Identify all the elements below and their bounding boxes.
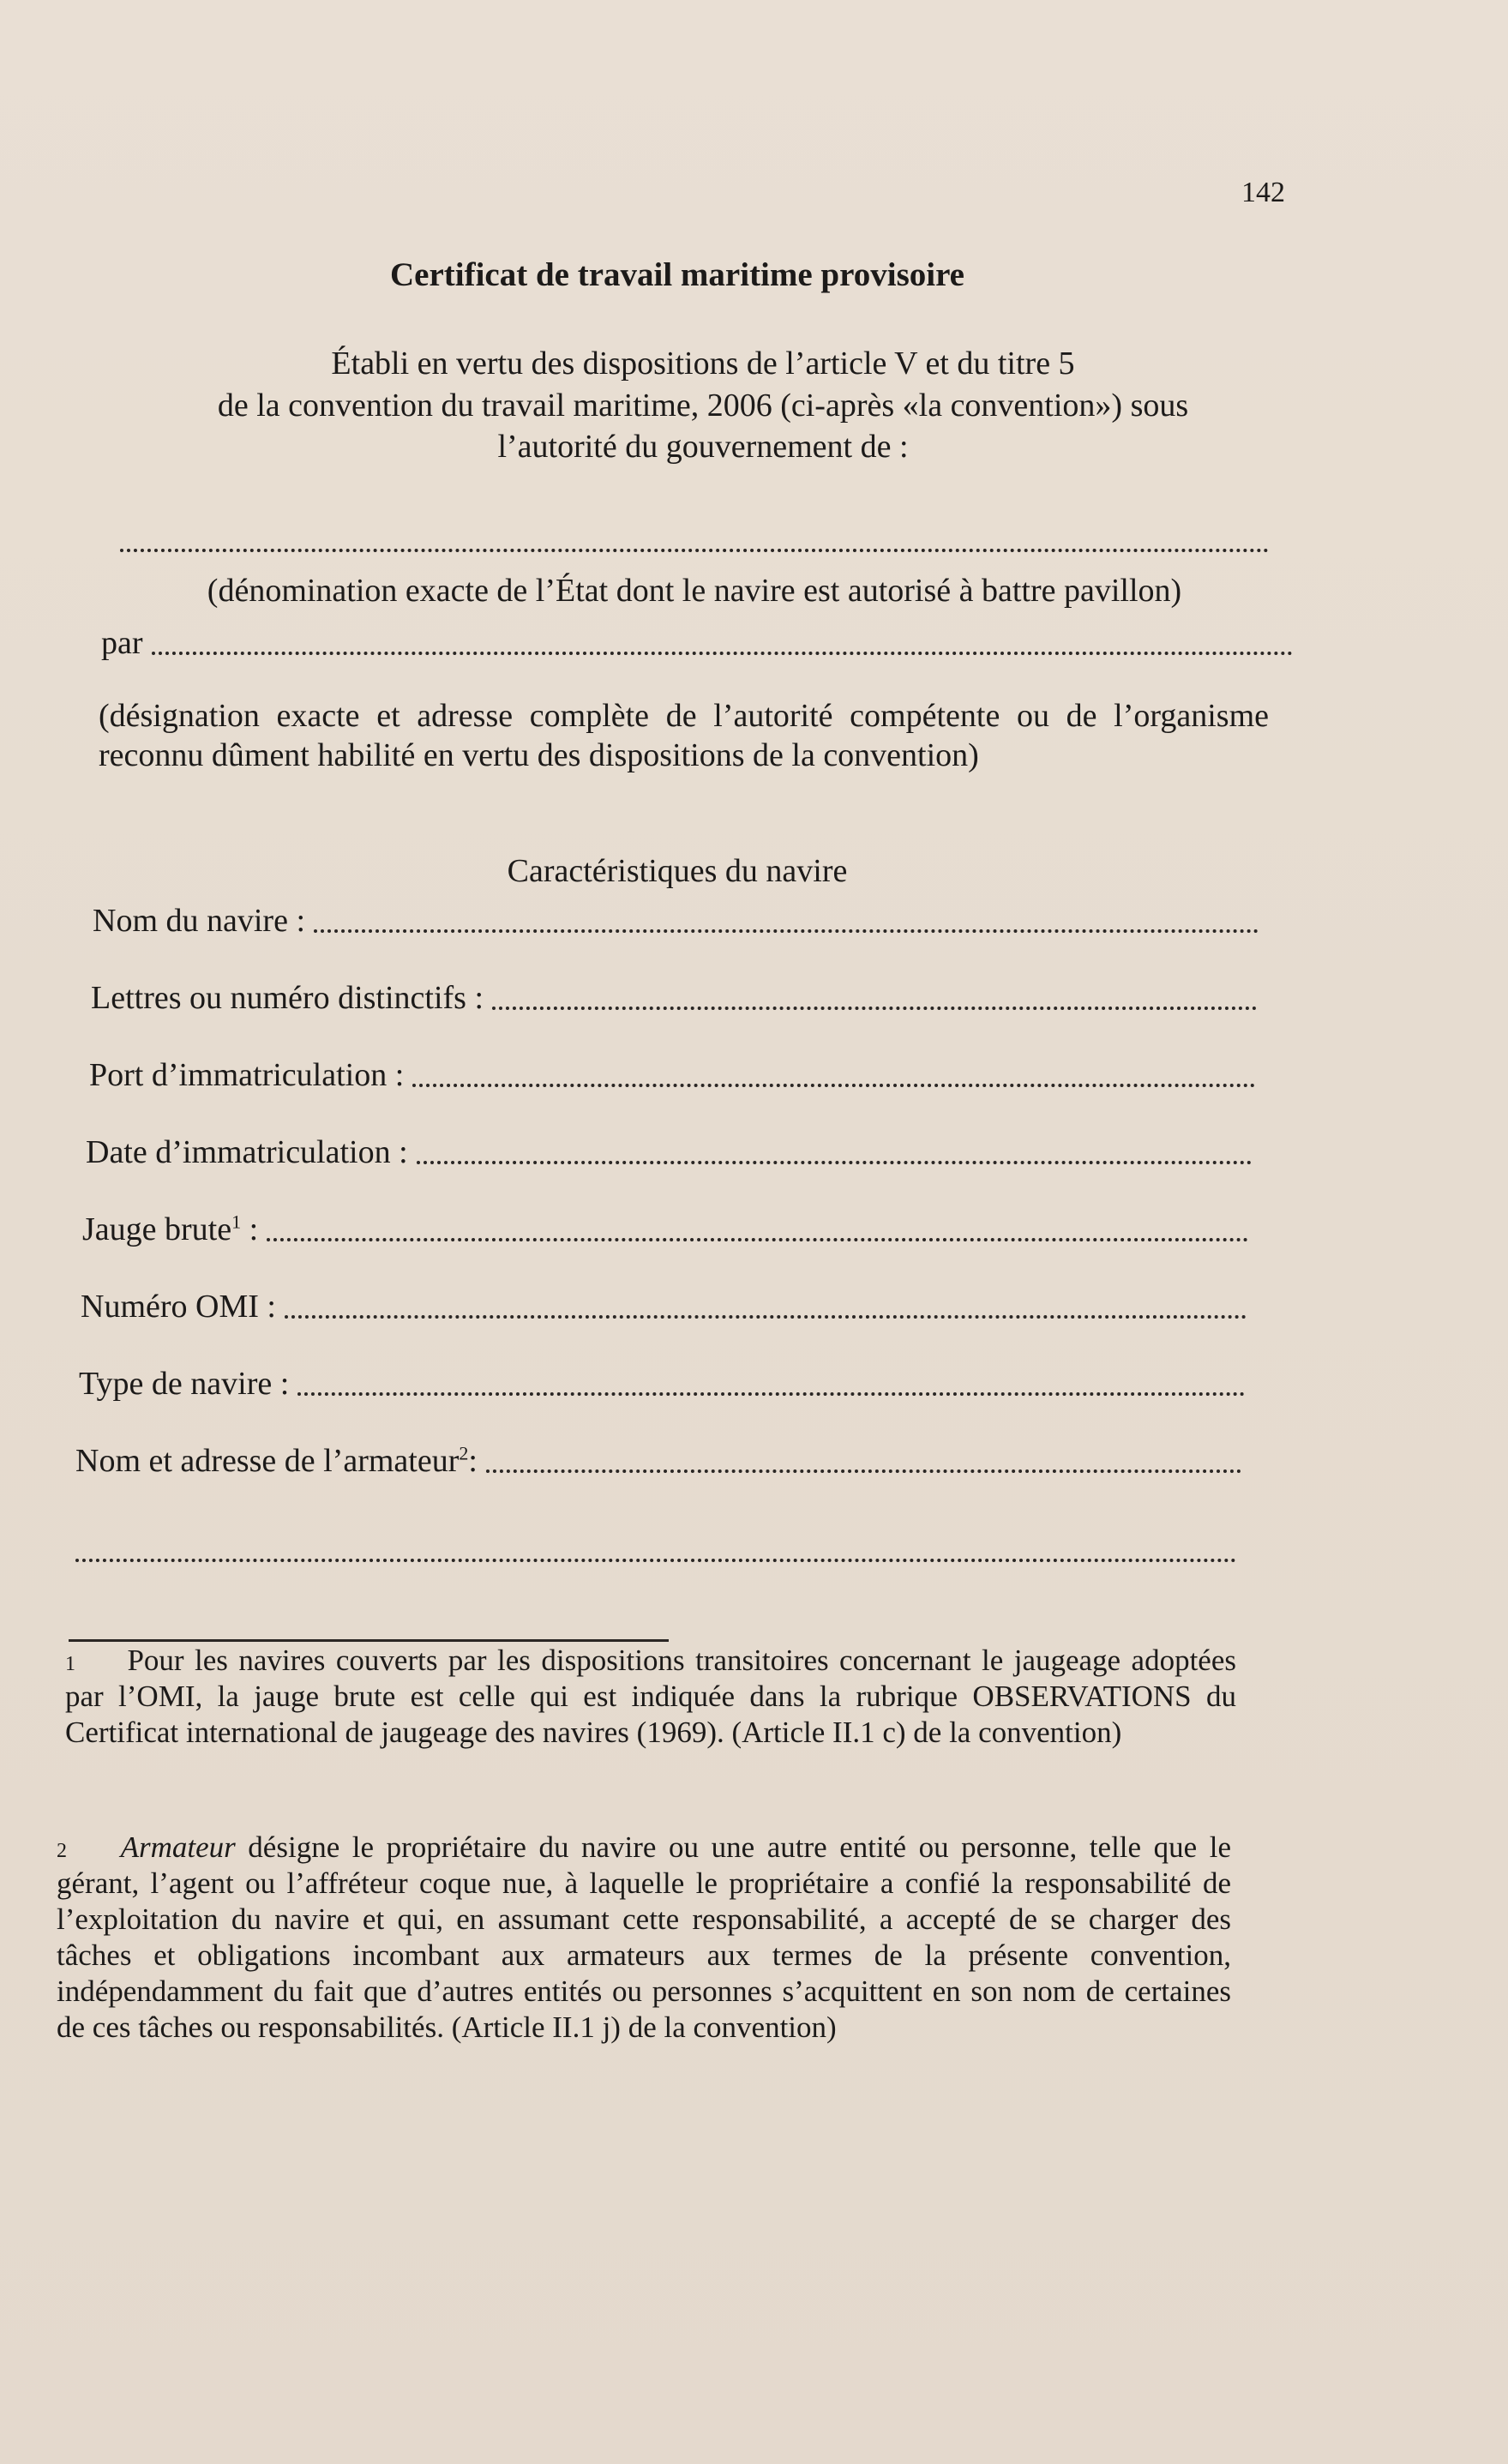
field-fill-line[interactable] [412,1084,1255,1087]
field-date-of-registry [86,1133,1252,1171]
footnote-1-mark: 1 [65,1653,75,1675]
field-label-suffix: : [241,1211,259,1247]
preamble [154,343,1252,468]
footnote-2 [57,1830,1231,2046]
shipowner-extra-fill-line[interactable] [75,1559,1236,1562]
page-number: 142 [1241,177,1285,208]
ship-section-heading: Caractéristiques du navire [507,853,848,889]
footnote-2-text: désigne le propriétaire du navire ou une autre entité ou personne, telle que le gérant, l’agent ou l’affréteur coque nue, à laquelle le propriétaire a confié la responsabilité de l’exploitation du navire et qui, en assumant cette responsabilité, a accepté de se charger des tâches et obligations incombant aux armateurs aux termes de la présente convention, indépendamment du fait que d’autres entités ou personnes s’acquittent en son nom de certaines de ces tâches ou responsabilités. (Article II.1 j) de la convention) [57,1830,1231,2044]
field-label-text: Jauge brute [82,1211,232,1247]
field-label: Numéro OMI : [81,1289,276,1325]
field-label: Lettres ou numéro distinctifs : [91,980,484,1016]
state-caption: (dénomination exacte de l’État dont le navire est autorisé à battre pavillon) [207,573,1182,609]
field-fill-line[interactable] [267,1238,1248,1241]
field-imo-number [81,1288,1247,1325]
authority-caption: (désignation exacte et adresse complète de l’autorité compétente ou de l’organisme reconnu dûment habilité en vertu des dispositions de la convention) [99,698,1269,774]
footnote-ref-1[interactable]: 1 [231,1211,242,1233]
field-fill-line[interactable] [486,1469,1241,1473]
authority-fill-line[interactable] [152,652,1293,655]
field-label: Port d’immatriculation : [89,1057,405,1093]
field-label: Type de navire : [79,1366,290,1402]
field-fill-line[interactable] [492,1007,1257,1010]
footnote-1-text: Pour les navires couverts par les dispositions transitoires concernant le jaugeage adoptées par l’OMI, la jauge brute est celle qui est indiquée dans la rubrique OBSERVATIONS du Certificat international de jaugeage des navires (1969). (Article II.1 c) de la convention) [65,1644,1236,1749]
field-label [82,1211,258,1248]
field-fill-line[interactable] [297,1392,1245,1396]
field-label: Date d’immatriculation : [86,1134,408,1170]
footnote-ref-2[interactable]: 2 [459,1442,469,1464]
footnote-rule [69,1639,669,1642]
state-name-fill-line[interactable] [120,549,1269,552]
field-ship-type [79,1365,1245,1403]
field-fill-line[interactable] [417,1161,1252,1164]
footnote-2-italic-lead: Armateur [120,1830,236,1864]
field-label-text: Nom et adresse de l’armateur [75,1443,460,1479]
field-label: Nom du navire : [93,903,306,939]
preamble-line-2: de la convention du travail maritime, 2006 (ci-après «la convention») sous [217,387,1189,424]
field-shipowner [75,1442,1241,1480]
certificate-title: Certificat de travail maritime provisoire [389,256,964,293]
preamble-line-3: l’autorité du gouvernement de : [497,429,909,466]
field-label-suffix: : [468,1443,478,1479]
field-fill-line[interactable] [314,929,1259,933]
footnote-2-mark: 2 [57,1840,67,1862]
field-label [75,1442,478,1480]
par-label: par [101,625,143,661]
footnote-1 [65,1643,1236,1751]
field-port-of-registry [89,1056,1255,1094]
authority-field [101,624,1293,662]
field-distinctive-number [91,979,1257,1017]
field-ship-name [93,902,1259,940]
field-fill-line[interactable] [285,1315,1247,1319]
preamble-line-1: Établi en vertu des dispositions de l’article V et du titre 5 [331,346,1075,382]
field-gross-tonnage [82,1211,1248,1248]
